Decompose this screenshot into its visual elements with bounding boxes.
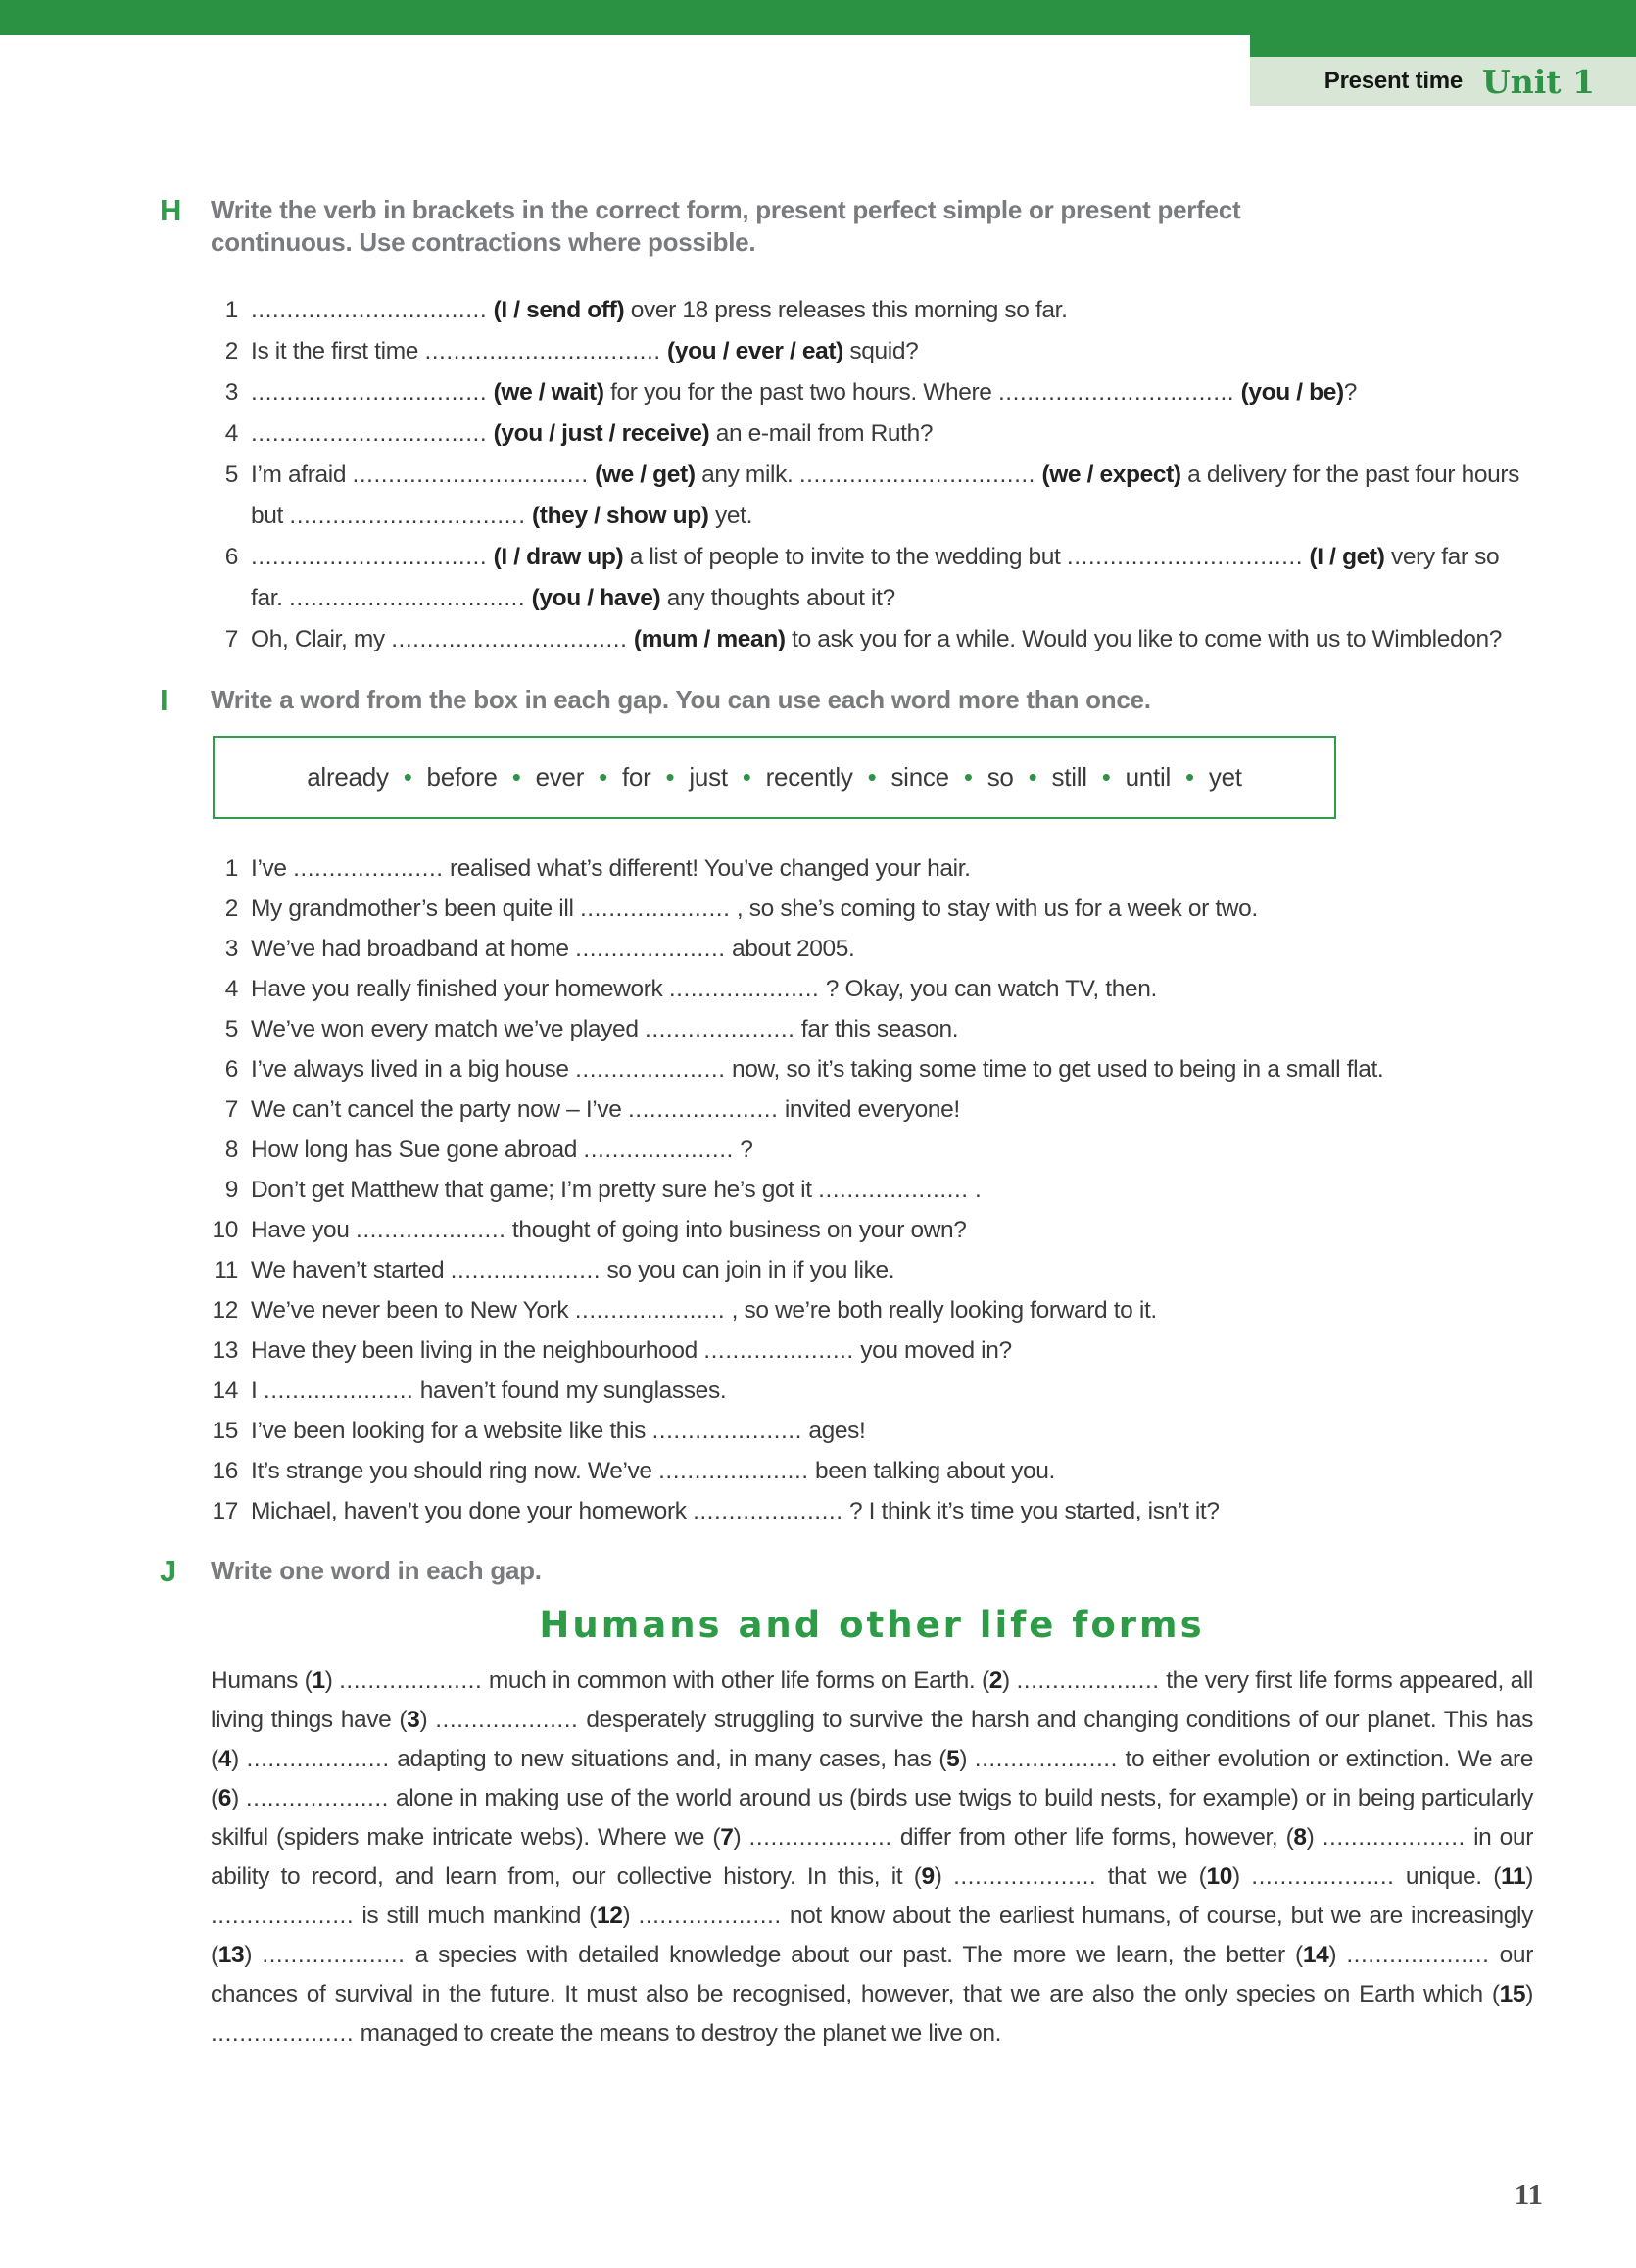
bullet-separator-icon: •: [1101, 762, 1111, 792]
gap-blank: ....................: [339, 1667, 483, 1694]
gap-number: 14: [1302, 1942, 1329, 1968]
item-number: 8: [224, 1136, 238, 1163]
exercise-item: [211, 1170, 1533, 1210]
bullet-separator-icon: •: [742, 762, 751, 792]
page-content: [160, 194, 1533, 2053]
item-number: 9: [224, 1177, 238, 1203]
section-h-body: [211, 194, 1533, 660]
box-word: yet: [1208, 762, 1242, 792]
item-text: Oh, Clair, my ................................. (mum / mean) to ask you for a while. Would you like to come with us to Wimbledon?: [251, 626, 1503, 652]
verb-prompt: (we / expect): [1041, 461, 1181, 488]
box-word: recently: [765, 762, 853, 792]
gap-blank: .................................: [251, 420, 488, 447]
box-word: for: [621, 762, 651, 792]
section-letter: H: [160, 193, 182, 227]
section-instruction: Write a word from the box in each gap. You can use each word more than once.: [211, 685, 1151, 714]
box-word: ever: [535, 762, 585, 792]
gap-blank: .....................: [668, 976, 820, 1002]
gap-blank: ....................: [1346, 1942, 1490, 1968]
bullet-separator-icon: •: [599, 762, 607, 792]
gap-number: 8: [1293, 1824, 1307, 1851]
verb-prompt: (you / just / receive): [493, 420, 710, 447]
item-text: Have you really finished your homework ..................... ? Okay, you can watch TV, then.: [251, 976, 1157, 1002]
item-number: 12: [212, 1297, 238, 1324]
item-number: 16: [212, 1458, 238, 1484]
verb-prompt: (you / have): [531, 585, 661, 611]
gap-blank: .....................: [579, 895, 731, 922]
exercise-item: [211, 619, 1533, 660]
item-number: 14: [212, 1377, 238, 1404]
gap-blank: .....................: [658, 1458, 809, 1484]
exercise-item-list: [211, 848, 1533, 1531]
gap-blank: .....................: [703, 1337, 854, 1364]
item-number: 6: [224, 544, 238, 570]
gap-number: 13: [217, 1942, 245, 1968]
gap-blank: ....................: [1251, 1863, 1395, 1890]
exercise-item: [211, 929, 1533, 969]
exercise-item: [211, 537, 1533, 619]
bullet-separator-icon: •: [867, 762, 877, 792]
item-text: Don’t get Matthew that game; I’m pretty sure he’s got it ..................... .: [251, 1177, 982, 1203]
item-text: Have they been living in the neighbourhood ..................... you moved in?: [251, 1337, 1012, 1364]
unit-tab-label-band: [1250, 57, 1636, 106]
item-text: We’ve never been to New York ..................... , so we’re both really looking forward to it.: [251, 1297, 1157, 1324]
item-number: 1: [224, 855, 238, 882]
exercise-item: [211, 1330, 1533, 1371]
unit-tab-dark-band: [1250, 0, 1636, 57]
section-instruction: Write the verb in brackets in the correct form, present perfect simple or present perfect continuous. Use contractions where possible.: [211, 195, 1241, 257]
gap-blank: .................................: [1066, 544, 1304, 570]
item-text: Is it the first time ................................. (you / ever / eat) squid?: [251, 338, 919, 364]
bullet-separator-icon: •: [1185, 762, 1194, 792]
gap-number: 4: [217, 1746, 232, 1772]
item-text: ................................. (I / send off) over 18 press releases this morning so far.: [251, 297, 1068, 323]
section-letter: J: [160, 1554, 177, 1588]
item-text: How long has Sue gone abroad ..................... ?: [251, 1136, 753, 1163]
bullet-separator-icon: •: [665, 762, 675, 792]
unit-header-tab: [1250, 0, 1636, 106]
cloze-passage: Humans (1) .................... much in common with other life forms on Earth. (2) .................... the very first life forms appeared, all living things have (3) .................... desperately struggling to survive the harsh and changing conditions of our planet. This has (4) .................... adapting to new situations and, in many cases, has (5) .................... to either evolution or extinction. We are (6) .................... alone in making use of the world around us (birds use twigs to build nests, for example) or in being particularly skilful (spiders make intricate webs). Where we (7) .................... differ from other life forms, however, (8) .................... in our ability to record, and learn from, our collective history. In this, it (9) .................... that we (10) .................... unique. (11) .................... is still much mankind (12) .................... not know about the earliest humans, of course, but we are increasingly (13) .................... a species with detailed knowledge about our past. The more we learn, the better (14) .................... our chances of survival in the future. It must also be recognised, however, that we are also the only species on Earth which (15) .................... managed to create the means to destroy the planet we live on.: [211, 1667, 1534, 2047]
exercise-item: [211, 1290, 1533, 1330]
gap-blank: ....................: [435, 1707, 579, 1733]
gap-blank: .....................: [583, 1136, 734, 1163]
gap-blank: ....................: [1016, 1667, 1160, 1694]
item-number: 4: [224, 976, 238, 1002]
exercise-item: [211, 1210, 1533, 1250]
gap-blank: .................................: [997, 379, 1235, 406]
gap-blank: .....................: [356, 1217, 506, 1243]
gap-number: 3: [407, 1707, 420, 1733]
exercise-item-list: [211, 290, 1533, 660]
item-number: 3: [224, 379, 238, 406]
gap-blank: .....................: [575, 936, 726, 962]
bullet-separator-icon: •: [963, 762, 973, 792]
gap-blank: ....................: [974, 1746, 1118, 1772]
item-text: We’ve had broadband at home ..................... about 2005.: [251, 936, 855, 962]
exercise-item: [211, 848, 1533, 889]
box-word: since: [890, 762, 949, 792]
gap-blank: .................................: [289, 503, 526, 529]
gap-number: 12: [596, 1903, 623, 1929]
exercise-item: [211, 1049, 1533, 1089]
item-text: ................................. (we / wait) for you for the past two hours. Where ................................. (you / be)?: [251, 379, 1358, 406]
verb-prompt: (we / wait): [493, 379, 604, 406]
gap-blank: ....................: [211, 2020, 355, 2047]
section-j: [160, 1555, 1533, 2053]
gap-blank: .................................: [251, 379, 488, 406]
gap-blank: .................................: [424, 338, 661, 364]
exercise-item: [211, 1009, 1533, 1049]
exercise-item: [211, 969, 1533, 1009]
gap-blank: ....................: [246, 1746, 390, 1772]
item-text: We’ve won every match we’ve played ..................... far this season.: [251, 1016, 959, 1042]
gap-blank: .....................: [293, 855, 444, 882]
bullet-separator-icon: •: [511, 762, 521, 792]
gap-blank: .....................: [574, 1297, 726, 1324]
verb-prompt: (we / get): [595, 461, 696, 488]
exercise-item: [211, 1371, 1533, 1411]
gap-number: 6: [217, 1785, 232, 1811]
gap-blank: .....................: [450, 1257, 601, 1283]
bullet-separator-icon: •: [403, 762, 412, 792]
exercise-item: [211, 290, 1533, 331]
item-number: 7: [224, 626, 238, 652]
gap-number: 15: [1499, 1981, 1526, 2007]
unit-number-label: Unit 1: [1481, 62, 1595, 101]
exercise-item: [211, 1130, 1533, 1170]
gap-blank: .....................: [627, 1096, 779, 1123]
item-text: My grandmother’s been quite ill ..................... , so she’s coming to stay with us for a week or two.: [251, 895, 1258, 922]
gap-blank: ....................: [245, 1785, 389, 1811]
exercise-item: [211, 372, 1533, 413]
item-text: I ..................... haven’t found my sunglasses.: [251, 1377, 727, 1404]
item-number: 13: [212, 1337, 238, 1364]
item-text: ................................. (I / draw up) a list of people to invite to the wedding but ................................. (I / get) very far so far. ................................. (you / have) any thoughts about it?: [251, 544, 1500, 611]
verb-prompt: (I / get): [1309, 544, 1385, 570]
gap-blank: .....................: [818, 1177, 969, 1203]
verb-prompt: (I / send off): [493, 297, 625, 323]
bullet-separator-icon: •: [1028, 762, 1037, 792]
item-text: I’ve always lived in a big house ..................... now, so it’s taking some time to get used to being in a small flat.: [251, 1056, 1384, 1083]
gap-blank: ....................: [1322, 1824, 1466, 1851]
section-i: [160, 684, 1533, 1531]
section-h: [160, 194, 1533, 660]
exercise-item: [211, 889, 1533, 929]
gap-blank: .................................: [289, 585, 526, 611]
verb-prompt: (they / show up): [532, 503, 709, 529]
gap-number: 7: [720, 1824, 734, 1851]
gap-blank: .................................: [391, 626, 628, 652]
gap-blank: .....................: [645, 1016, 795, 1042]
exercise-item: [211, 1089, 1533, 1130]
word-choice-box: [213, 736, 1336, 819]
section-i-body: [211, 684, 1533, 1531]
item-number: 5: [224, 461, 238, 488]
item-text: I’ve ..................... realised what’s different! You’ve changed your hair.: [251, 855, 971, 882]
item-text: I’ve been looking for a website like this ..................... ages!: [251, 1418, 866, 1444]
gap-blank: .................................: [798, 461, 1035, 488]
gap-blank: ....................: [262, 1942, 406, 1968]
section-letter: I: [160, 683, 168, 717]
box-word: just: [689, 762, 728, 792]
gap-blank: .....................: [693, 1498, 843, 1524]
item-number: 6: [224, 1056, 238, 1083]
exercise-item: [211, 1491, 1533, 1531]
box-word: still: [1051, 762, 1087, 792]
gap-blank: .....................: [651, 1418, 802, 1444]
gap-blank: ....................: [638, 1903, 782, 1929]
item-text: Have you ..................... thought of going into business on your own?: [251, 1217, 967, 1243]
item-number: 3: [224, 936, 238, 962]
item-text: We haven’t started ..................... so you can join in if you like.: [251, 1257, 895, 1283]
box-word: so: [986, 762, 1014, 792]
exercise-item: [211, 1250, 1533, 1290]
gap-blank: ....................: [211, 1903, 355, 1929]
exercise-item: [211, 413, 1533, 455]
item-number: 5: [224, 1016, 238, 1042]
item-text: It’s strange you should ring now. We’ve ..................... been talking about you.: [251, 1458, 1055, 1484]
item-number: 10: [212, 1217, 238, 1243]
gap-blank: .................................: [251, 297, 488, 323]
chapter-topic-label: Present time: [1323, 68, 1463, 94]
exercise-item: [211, 1451, 1533, 1491]
verb-prompt: (you / ever / eat): [667, 338, 843, 364]
item-number: 2: [224, 338, 238, 364]
item-number: 15: [212, 1418, 238, 1444]
item-number: 2: [224, 895, 238, 922]
item-text: Michael, haven’t you done your homework ..................... ? I think it’s time you started, isn’t it?: [251, 1498, 1220, 1524]
gap-blank: .................................: [352, 461, 589, 488]
verb-prompt: (I / draw up): [493, 544, 624, 570]
verb-prompt: (you / be): [1240, 379, 1344, 406]
item-number: 1: [224, 297, 238, 323]
exercise-item: [211, 1411, 1533, 1451]
section-j-body: [211, 1555, 1533, 2053]
verb-prompt: (mum / mean): [633, 626, 786, 652]
gap-number: 9: [921, 1863, 935, 1890]
exercise-item: [211, 455, 1533, 537]
gap-number: 11: [1501, 1863, 1526, 1890]
item-text: I’m afraid ................................. (we / get) any milk. ................................. (we / expect) a delivery for the past four hours but ................................. (they / show up) yet.: [251, 461, 1520, 529]
page-number: 11: [1514, 2177, 1543, 2211]
gap-blank: .....................: [575, 1056, 726, 1083]
gap-blank: .................................: [251, 544, 488, 570]
item-text: We can’t cancel the party now – I’ve ..................... invited everyone!: [251, 1096, 960, 1123]
box-word: already: [307, 762, 389, 792]
gap-number: 1: [312, 1667, 325, 1694]
item-number: 4: [224, 420, 238, 447]
gap-number: 5: [946, 1746, 960, 1772]
section-instruction: Write one word in each gap.: [211, 1556, 542, 1585]
gap-blank: ....................: [953, 1863, 1097, 1890]
box-word: until: [1125, 762, 1171, 792]
item-number: 17: [212, 1498, 238, 1524]
gap-blank: .....................: [263, 1377, 414, 1404]
item-number: 11: [214, 1257, 238, 1283]
item-number: 7: [224, 1096, 238, 1123]
exercise-item: [211, 331, 1533, 372]
item-text: ................................. (you / just / receive) an e-mail from Ruth?: [251, 420, 934, 447]
gap-blank: ....................: [748, 1824, 892, 1851]
gap-number: 10: [1206, 1863, 1232, 1890]
passage-title: Humans and other life forms: [539, 1604, 1205, 1646]
gap-number: 2: [988, 1667, 1003, 1694]
box-word: before: [426, 762, 498, 792]
